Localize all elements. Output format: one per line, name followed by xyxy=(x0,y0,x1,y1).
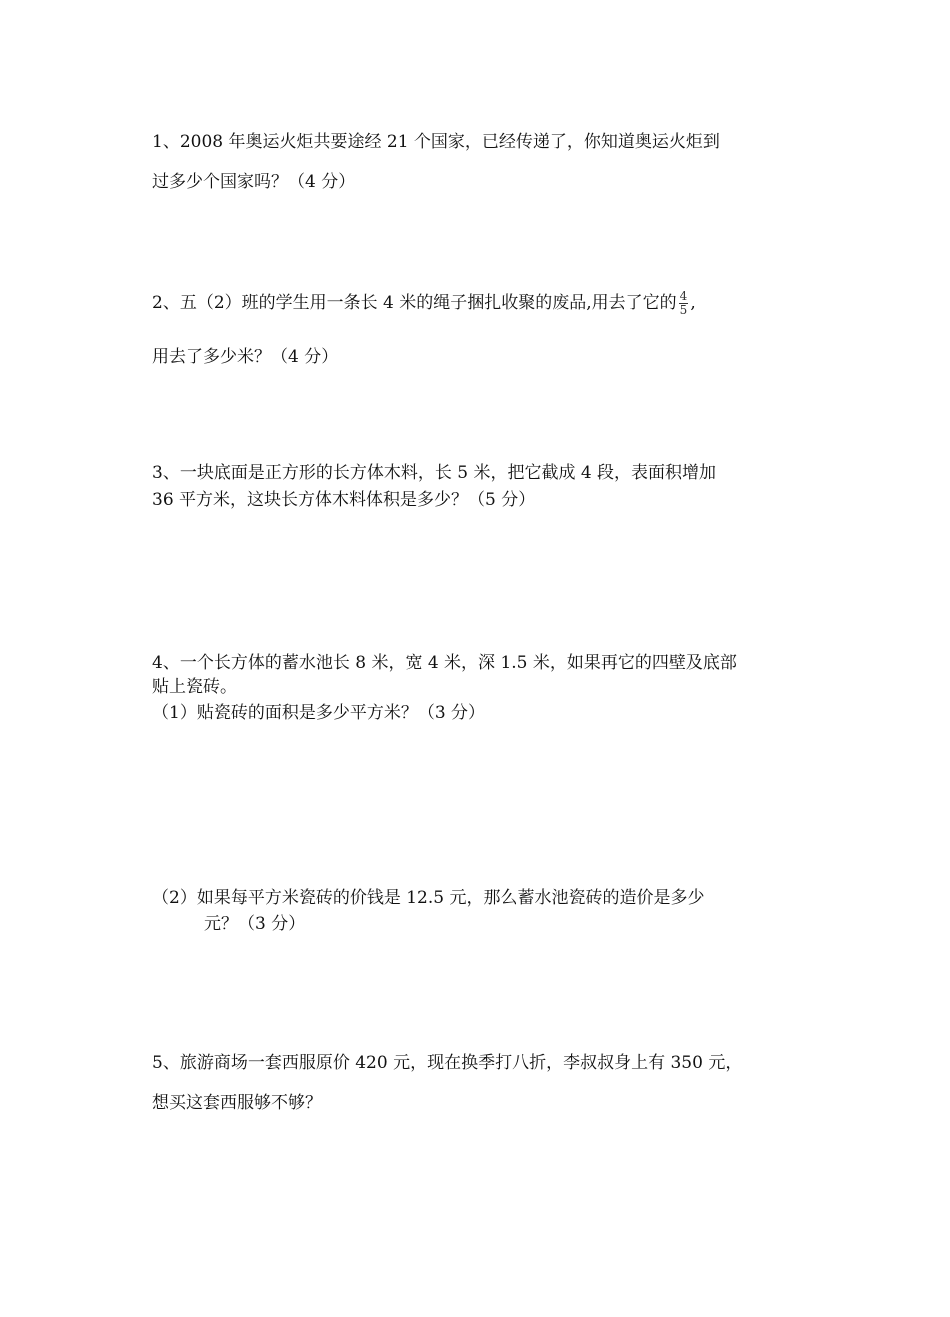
question-4-line-1: 4、一个长方体的蓄水池长 8 米，宽 4 米，深 1.5 米，如果再它的四壁及底部 xyxy=(152,653,737,673)
question-4-sub-2-line-2: 元？（3 分） xyxy=(204,914,306,934)
fraction-numerator: 4 xyxy=(679,289,688,303)
question-5-line-1: 5、旅游商场一套西服原价 420 元，现在换季打八折，李叔叔身上有 350 元， xyxy=(152,1053,743,1073)
question-1-line-2: 过多少个国家吗？（4 分） xyxy=(152,172,356,192)
question-3-line-2: 36 平方米，这块长方体木料体积是多少？（5 分） xyxy=(152,490,536,510)
question-3-line-1: 3、一块底面是正方形的长方体木料，长 5 米，把它截成 4 段，表面积增加 xyxy=(152,463,717,483)
question-2-comma: , xyxy=(690,293,696,313)
fraction xyxy=(679,290,689,317)
question-4-line-2: 贴上瓷砖。 xyxy=(152,677,237,697)
question-5-line-2: 想买这套西服够不够？ xyxy=(152,1093,322,1113)
question-4-sub-2-line-1: （2）如果每平方米瓷砖的价钱是 12.5 元，那么蓄水池瓷砖的造价是多少 xyxy=(152,888,705,908)
question-2-text: 2、五（2）班的学生用一条长 4 米的绳子捆扎收聚的废品,用去了它的 xyxy=(152,293,677,313)
question-2-line-2: 用去了多少米？（4 分） xyxy=(152,347,339,367)
question-1-line-1: 1、2008 年奥运火炬共要途经 21 个国家，已经传递了，你知道奥运火炬到 xyxy=(152,132,720,152)
fraction-denominator: 5 xyxy=(679,303,688,317)
question-4-sub-1: （1）贴瓷砖的面积是多少平方米？（3 分） xyxy=(152,703,486,723)
question-2-line-1 xyxy=(152,290,696,317)
